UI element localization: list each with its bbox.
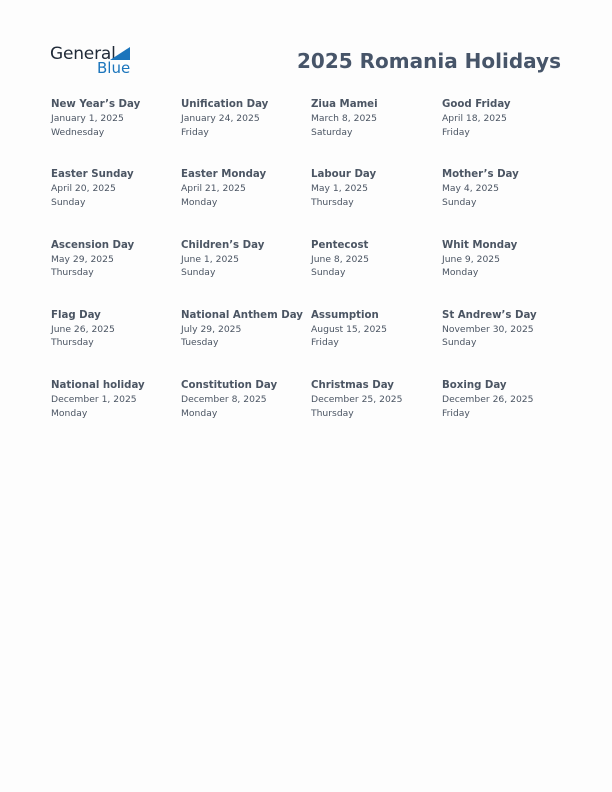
holiday-date: April 20, 2025 [51,183,116,195]
holiday-grid [51,98,571,449]
holiday-name: Unification Day [181,99,269,110]
holiday-name: National holiday [51,380,145,392]
holiday-item [442,379,571,449]
holiday-date: December 1, 2025 [51,394,137,406]
holiday-item [51,309,181,379]
holiday-date: May 29, 2025 [51,253,114,265]
holiday-date: January 1, 2025 [51,113,124,124]
holiday-item [311,379,442,449]
holiday-item [311,239,442,309]
holiday-name: Boxing Day [442,380,507,392]
holiday-date: June 9, 2025 [442,253,500,265]
holiday-weekday: Monday [181,407,218,419]
holiday-date: November 30, 2025 [442,323,534,335]
holiday-item [311,309,442,379]
holiday-name: Children’s Day [181,239,265,251]
holiday-name: St Andrew’s Day [442,309,537,321]
holiday-weekday: Sunday [442,196,477,208]
holiday-date: June 1, 2025 [181,253,239,265]
holiday-weekday: Sunday [51,196,86,208]
holiday-date: April 18, 2025 [442,113,507,124]
holiday-weekday: Friday [181,126,209,138]
holiday-weekday: Thursday [51,267,94,279]
holiday-name: Assumption [311,309,379,321]
holiday-name: Mother’s Day [442,169,519,181]
holiday-date: January 24, 2025 [181,113,260,124]
holiday-item [51,239,181,309]
holiday-item [51,168,181,238]
holiday-date: April 21, 2025 [181,183,246,195]
logo [50,44,140,78]
holiday-date: December 25, 2025 [311,394,403,406]
holiday-item [311,168,442,238]
holiday-name: Good Friday [442,99,511,110]
holiday-weekday: Friday [311,337,339,349]
page-title: 2025 Romania Holidays [297,49,561,73]
holiday-item [181,168,311,238]
holiday-name: Whit Monday [442,239,518,251]
holiday-name: Flag Day [51,309,101,321]
holiday-name: Constitution Day [181,380,278,392]
holiday-weekday: Saturday [311,126,353,138]
holiday-weekday: Sunday [311,267,346,279]
holiday-item [442,98,571,168]
holiday-item [181,239,311,309]
holiday-item [181,98,311,168]
holiday-date: July 29, 2025 [181,323,242,335]
holiday-weekday: Sunday [181,267,216,279]
holiday-date: June 26, 2025 [51,323,115,335]
holiday-weekday: Thursday [311,196,354,208]
holiday-name: New Year’s Day [51,99,141,110]
holiday-name: Easter Sunday [51,169,134,181]
holiday-item [181,309,311,379]
holiday-date: December 26, 2025 [442,394,534,406]
holiday-name: Christmas Day [311,380,394,392]
holiday-item [311,98,442,168]
holiday-weekday: Tuesday [181,337,219,349]
holiday-weekday: Wednesday [51,126,105,138]
holiday-weekday: Monday [181,196,218,208]
holiday-date: May 4, 2025 [442,183,499,195]
holiday-weekday: Friday [442,407,470,419]
holiday-item [181,379,311,449]
holiday-name: Ascension Day [51,239,135,251]
holiday-item [442,239,571,309]
holiday-item [51,379,181,449]
holiday-date: March 8, 2025 [311,113,377,124]
holiday-date: June 8, 2025 [311,253,369,265]
holiday-date: December 8, 2025 [181,394,267,406]
holiday-weekday: Friday [442,126,470,138]
holiday-name: Pentecost [311,239,369,251]
holiday-name: National Anthem Day [181,309,303,321]
holiday-item [442,168,571,238]
holiday-weekday: Thursday [311,407,354,419]
holiday-date: August 15, 2025 [311,323,387,335]
holiday-item [442,309,571,379]
holiday-weekday: Monday [51,407,88,419]
logo-word-blue: Blue [97,59,131,77]
holiday-name: Easter Monday [181,169,267,181]
holiday-weekday: Thursday [51,337,94,349]
holiday-name: Labour Day [311,169,377,181]
holiday-weekday: Sunday [442,337,477,349]
logo-word-general: General [50,44,116,64]
holiday-weekday: Monday [442,267,479,279]
holiday-item [51,98,181,168]
holiday-name: Ziua Mamei [311,99,378,110]
holiday-date: May 1, 2025 [311,183,368,195]
